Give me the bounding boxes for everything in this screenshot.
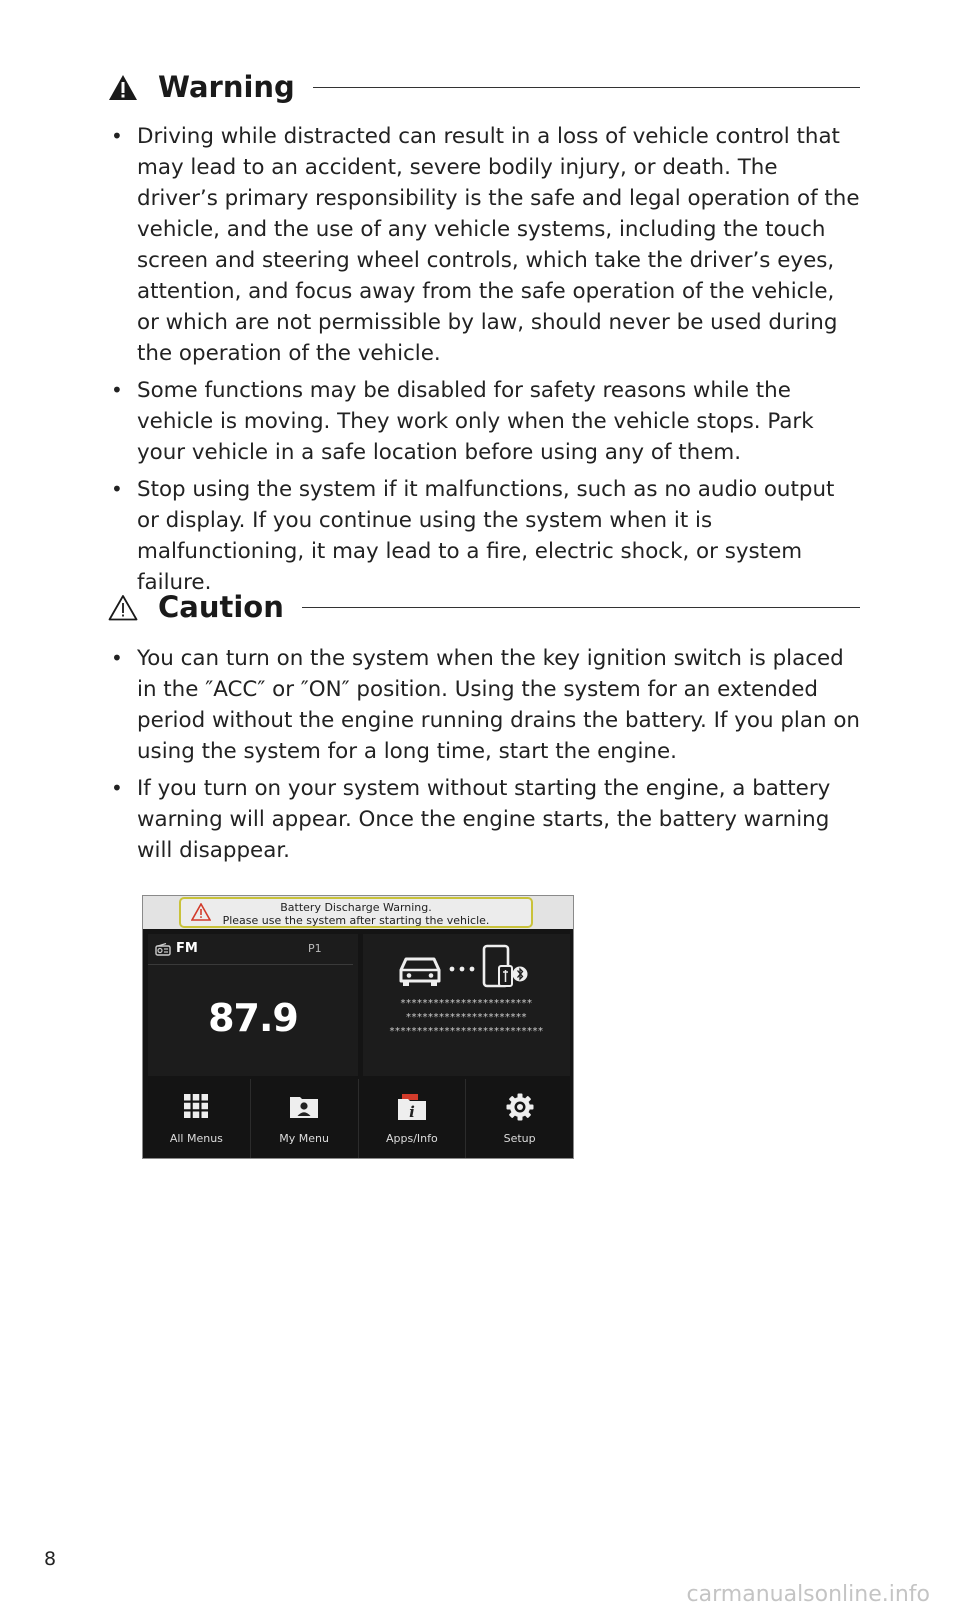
radio-preset: P1: [308, 942, 322, 955]
caution-outline-icon: [108, 594, 138, 621]
warning-list: [108, 121, 860, 604]
connecting-dots-icon: [449, 966, 475, 972]
caution-title: Caution: [158, 590, 284, 624]
menu-all-menus[interactable]: [143, 1079, 251, 1158]
connection-text-line-1: ************************: [400, 998, 533, 1009]
radio-widget[interactable]: [148, 934, 358, 1076]
caution-list: [108, 643, 860, 872]
warning-header: [108, 70, 860, 104]
menu-my-menu[interactable]: [251, 1079, 359, 1158]
svg-text:i: i: [409, 1103, 415, 1121]
caution-header: [108, 590, 860, 624]
radio-icon: [155, 943, 171, 956]
warning-divider: [313, 87, 860, 88]
home-menu-bar: [143, 1079, 573, 1158]
grid-icon: [183, 1093, 209, 1119]
menu-apps-info[interactable]: [359, 1079, 467, 1158]
phone-connection-widget[interactable]: [363, 934, 570, 1076]
radio-header: [148, 934, 353, 965]
menu-label: My Menu: [279, 1132, 329, 1145]
warning-triangle-icon: [191, 903, 211, 921]
battery-warning-popup[interactable]: [179, 897, 533, 928]
radio-frequency: 87.9: [208, 996, 298, 1040]
warning-title: Warning: [158, 70, 295, 104]
caution-divider: [302, 607, 860, 608]
page-number: 8: [44, 1548, 57, 1570]
info-folder-icon: [397, 1093, 427, 1121]
warning-item: • Driving while distracted can result in a loss of vehicle control that may lead to an accident, severe bodily injury, or death. The driver’s primary responsibility is the safe and legal operation of the vehicle, and the use of any vehicle systems, including the touch screen and steering wheel controls, which take the driver’s eyes, attention, and focus away from the safe operation of the vehicle, or which are not permissible by law, should never be used during the operation of the vehicle.: [108, 121, 860, 369]
car-icon: [397, 954, 443, 988]
warning-item: • Some functions may be disabled for safety reasons while the vehicle is moving. They work only when the vehicle stops. Park your vehicle in a safe location before using any of them.: [108, 375, 860, 468]
user-folder-icon: [289, 1093, 319, 1119]
gear-icon: [506, 1093, 534, 1121]
menu-label: Apps/Info: [386, 1132, 438, 1145]
warning-filled-icon: [108, 74, 138, 101]
radio-band: FM: [176, 941, 198, 956]
popup-line-1: Battery Discharge Warning.: [280, 901, 432, 914]
menu-setup[interactable]: [466, 1079, 573, 1158]
caution-item: • You can turn on the system when the key ignition switch is placed in the ″ACC″ or ″ON″ position. Using the system for an extended period without the engine running drains the battery. If you plan on using the system for a long time, start the engine.: [108, 643, 860, 767]
caution-item: • If you turn on your system without starting the engine, a battery warning will appear. Once the engine starts, the battery warning will disappear.: [108, 773, 860, 866]
infotainment-screenshot: [142, 895, 574, 1159]
connection-text-line-3: ****************************: [389, 1026, 544, 1037]
menu-label: All Menus: [169, 1132, 223, 1145]
connection-text-line-2: **********************: [406, 1012, 527, 1023]
menu-label: Setup: [503, 1132, 536, 1145]
popup-line-2: Please use the system after starting the vehicle.: [222, 914, 490, 927]
phone-bluetooth-usb-icon: [481, 944, 529, 990]
watermark: carmanualsonline.info: [686, 1582, 930, 1607]
warning-item: • Stop using the system if it malfunctions, such as no audio output or display. If you continue using the system when it is malfunctioning, it may lead to a fire, electric shock, or system failure.: [108, 474, 860, 598]
